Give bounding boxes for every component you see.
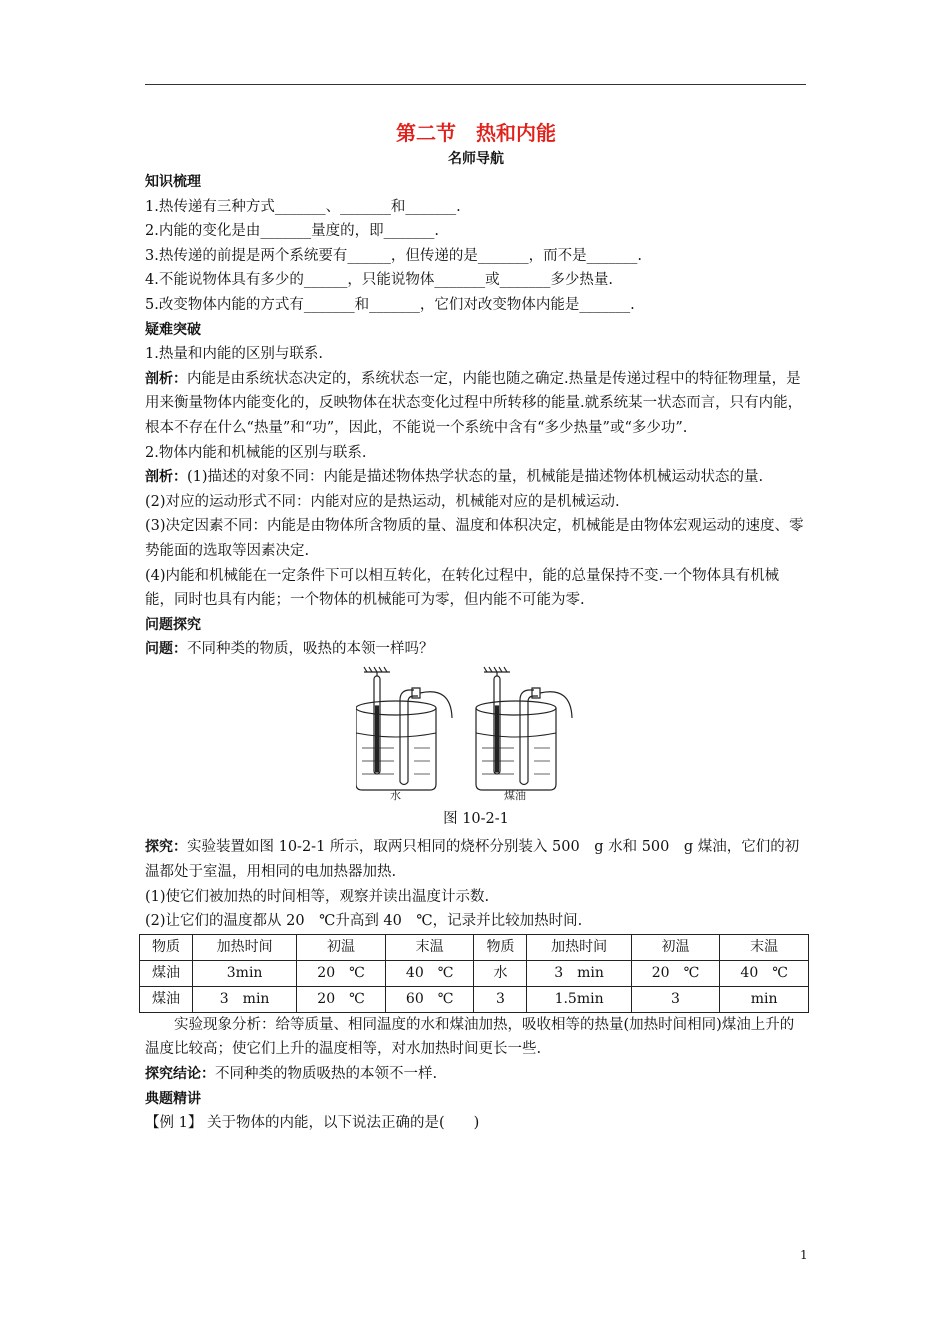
table-cell: 3: [631, 986, 720, 1012]
page-title: 第二节 热和内能: [396, 121, 556, 145]
table-cell: 初温: [297, 934, 386, 960]
analysis-paragraph-2: [145, 465, 807, 490]
experiment-figure: [145, 666, 807, 801]
explore-step-2: (2)让它们的温度都从 20 ℃升高到 40 ℃，记录并比较加热时间.: [145, 913, 583, 930]
table-cell: 煤油: [140, 960, 193, 986]
example-1-label: 【例 1】: [145, 1115, 203, 1132]
question-paragraph: [145, 637, 807, 662]
table-cell: 20 ℃: [631, 960, 720, 986]
table-cell: 末温: [720, 934, 809, 960]
figure-label-kerosene: 煤油: [504, 788, 526, 801]
table-cell: 初温: [631, 934, 720, 960]
table-cell: 3 min: [527, 960, 631, 986]
beakers-diagram: [356, 666, 596, 801]
page-subtitle: 名师导航: [448, 151, 504, 167]
table-row: [140, 934, 809, 960]
section-heading-knowledge: 知识梳理: [145, 174, 201, 190]
explore-text: 实验装置如图 10-2-1 所示，取两只相同的烧杯分别装入 500 g 水和 500 g 煤油，它们的初温都处于室温，用相同的电加热器加热.: [145, 839, 800, 881]
document-body: [145, 118, 807, 1136]
difference-point-2: (2)对应的运动形式不同：内能对应的是热运动，机械能对应的是机械运动.: [145, 493, 620, 510]
difference-point-3: (3)决定因素不同：内能是由物体所含物质的量、温度和体积决定，机械能是由物体宏观运动的速度、零势能面的选取等因素决定.: [145, 518, 804, 559]
explore-paragraph: [145, 835, 807, 884]
table-cell: 物质: [474, 934, 527, 960]
table-cell: 1.5min: [527, 986, 631, 1012]
figure-caption: 图 10-2-1: [443, 810, 509, 827]
header-rule: [145, 84, 806, 85]
analysis-paragraph-1: [145, 367, 807, 441]
table-cell: 40 ℃: [385, 960, 474, 986]
table-cell: 40 ℃: [720, 960, 809, 986]
table-row: [140, 986, 809, 1012]
table-row: [140, 960, 809, 986]
experiment-table: [139, 934, 809, 1013]
knowledge-item-2: 2.内能的变化是由_______量度的，即_______.: [145, 223, 439, 240]
conclusion-paragraph: [145, 1062, 807, 1087]
section-heading-inquiry: 问题探究: [145, 616, 201, 633]
question-text: 不同种类的物质，吸热的本领一样吗？: [187, 641, 434, 658]
table-cell: 20 ℃: [297, 960, 386, 986]
question-label: 问题：: [145, 641, 187, 658]
table-cell: 3min: [193, 960, 297, 986]
knowledge-item-4: 4.不能说物体具有多少的______，只能说物体_______或_______多少热量.: [145, 272, 613, 289]
phenomenon-analysis: 实验现象分析：给等质量、相同温度的水和煤油加热，吸收相等的热量(加热时间相同)煤油上升的温度比较高；使它们上升的温度相等，对水加热时间更长一些.: [145, 1016, 795, 1058]
table-cell: 加热时间: [193, 934, 297, 960]
example-1-text: 关于物体的内能，以下说法正确的是( ): [202, 1115, 480, 1132]
table-cell: 60 ℃: [385, 986, 474, 1012]
table-cell: 水: [474, 960, 527, 986]
example-1: [145, 1111, 807, 1136]
table-cell: 加热时间: [527, 934, 631, 960]
table-cell: 3: [474, 986, 527, 1012]
explore-label: 探究：: [145, 839, 187, 856]
table-cell: 3 min: [193, 986, 297, 1012]
table-cell: 末温: [385, 934, 474, 960]
conclusion-label: 探究结论：: [145, 1066, 215, 1083]
section-heading-difficulty: 疑难突破: [145, 321, 201, 338]
section-heading-examples: 典题精讲: [145, 1090, 201, 1107]
knowledge-item-5: 5.改变物体内能的方式有_______和_______，它们对改变物体内能是_______.: [145, 296, 635, 313]
analysis-text-2: (1)描述的对象不同：内能是描述物体热学状态的量，机械能是描述物体机械运动状态的量.: [187, 469, 764, 486]
knowledge-item-1: 1.热传递有三种方式_______、_______和_______.: [145, 198, 461, 215]
difficulty-item-2: 2.物体内能和机械能的区别与联系.: [145, 444, 367, 461]
table-cell: min: [720, 986, 809, 1012]
explore-step-1: (1)使它们被加热的时间相等，观察并读出温度计示数.: [145, 888, 490, 905]
difference-point-4: (4)内能和机械能在一定条件下可以相互转化，在转化过程中，能的总量保持不变.一个物体具有机械能，同时也具有内能；一个物体的机械能可为零，但内能不可能为零.: [145, 567, 780, 609]
figure-label-water: 水: [390, 788, 401, 801]
table-cell: 20 ℃: [297, 986, 386, 1012]
analysis-label: 剖析：: [145, 469, 187, 486]
difficulty-item-1: 1.热量和内能的区别与联系.: [145, 346, 323, 363]
analysis-text-1: 内能是由系统状态决定的，系统状态一定，内能也随之确定.热量是传递过程中的特征物理量，是用来衡量物体内能变化的，反映物体在状态变化过程中所转移的能量.就系统某一状态而言，只有内能，根本不存在什么“热量”和“功”，因此，不能说一个系统中含有“多少热量”或“多少功”.: [145, 370, 803, 436]
table-cell: 煤油: [140, 986, 193, 1012]
knowledge-item-3: 3.热传递的前提是两个系统要有______，但传递的是_______，而不是_______.: [145, 247, 642, 264]
page-number: 1: [800, 1248, 808, 1262]
table-cell: 物质: [140, 934, 193, 960]
analysis-label: 剖析：: [145, 370, 187, 387]
conclusion-text: 不同种类的物质吸热的本领不一样.: [215, 1066, 438, 1083]
